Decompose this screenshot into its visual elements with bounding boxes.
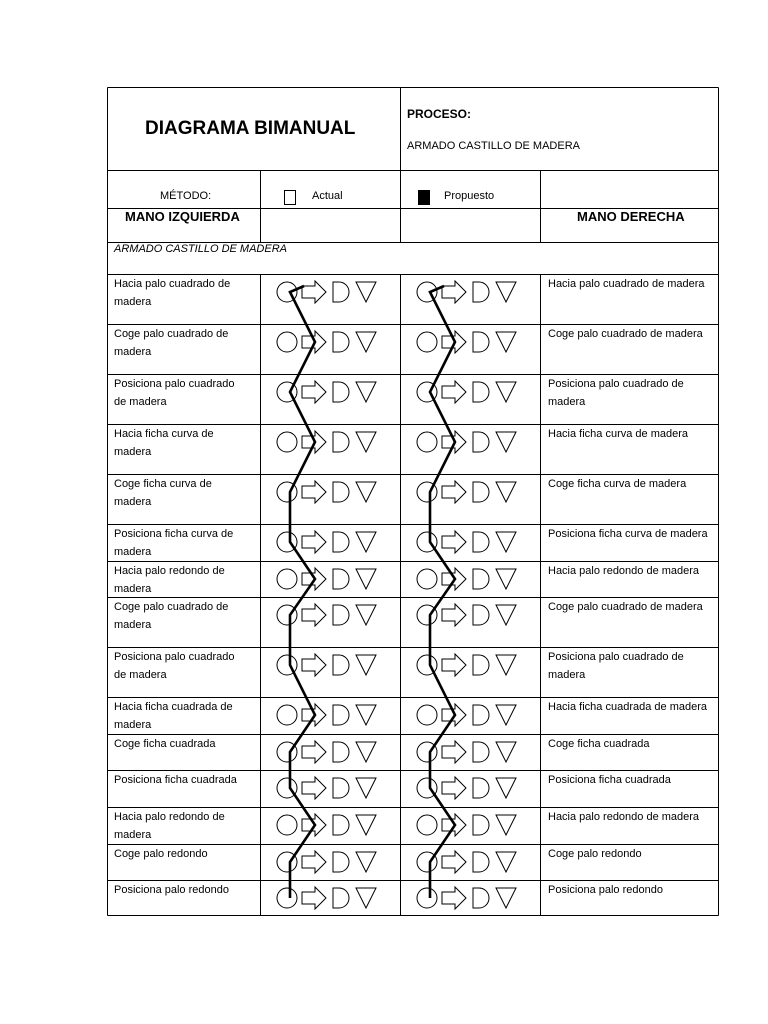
- storage-triangle-icon: [356, 382, 376, 402]
- left-hand-activity: Hacia palo cuadrado de madera: [114, 278, 231, 308]
- transport-arrow-icon: [442, 654, 466, 676]
- storage-triangle-icon: [356, 532, 376, 552]
- storage-triangle-icon: [356, 332, 376, 352]
- delay-d-icon: [333, 332, 349, 352]
- right-hand-activity: Posiciona ficha curva de madera: [548, 528, 708, 540]
- operation-circle-icon: [417, 705, 437, 725]
- left-hand-activity: Coge palo cuadrado de madera: [114, 601, 229, 631]
- right-hand-activity: Coge palo redondo: [548, 848, 642, 860]
- transport-arrow-icon: [442, 741, 466, 763]
- storage-triangle-icon: [356, 815, 376, 835]
- bimanual-chart-sheet: [107, 87, 719, 916]
- storage-triangle-icon: [496, 282, 516, 302]
- delay-d-icon: [333, 852, 349, 872]
- operation-circle-icon: [277, 432, 297, 452]
- transport-arrow-icon: [442, 887, 466, 909]
- left-hand-activity: Hacia palo redondo de madera: [114, 811, 225, 841]
- delay-d-icon: [333, 655, 349, 675]
- storage-triangle-icon: [356, 655, 376, 675]
- left-hand-activity: Coge palo cuadrado de madera: [114, 328, 229, 358]
- operation-circle-icon: [417, 569, 437, 589]
- right-hand-activity: Hacia ficha curva de madera: [548, 428, 689, 440]
- metodo-label: MÉTODO:: [160, 190, 212, 202]
- transport-arrow-icon: [302, 887, 326, 909]
- delay-d-icon: [333, 888, 349, 908]
- right-hand-activity: Coge palo cuadrado de madera: [548, 328, 703, 340]
- transport-arrow-icon: [442, 851, 466, 873]
- transport-arrow-icon: [302, 654, 326, 676]
- delay-d-icon: [333, 742, 349, 762]
- storage-triangle-icon: [356, 432, 376, 452]
- delay-d-icon: [333, 605, 349, 625]
- storage-triangle-icon: [496, 332, 516, 352]
- delay-d-icon: [473, 888, 489, 908]
- left-hand-activity: Hacia ficha cuadrada de madera: [114, 701, 233, 731]
- left-hand-activity: Coge palo redondo: [114, 848, 208, 860]
- transport-arrow-icon: [302, 741, 326, 763]
- storage-triangle-icon: [496, 742, 516, 762]
- storage-triangle-icon: [356, 888, 376, 908]
- operation-circle-icon: [277, 888, 297, 908]
- operation-circle-icon: [277, 569, 297, 589]
- transport-arrow-icon: [302, 381, 326, 403]
- operation-circle-icon: [417, 888, 437, 908]
- transport-arrow-icon: [302, 481, 326, 503]
- delay-d-icon: [333, 482, 349, 502]
- left-hand-activity: Coge ficha cuadrada: [114, 738, 216, 750]
- storage-triangle-icon: [496, 382, 516, 402]
- proceso-value: ARMADO CASTILLO DE MADERA: [407, 140, 580, 152]
- propuesto-label: Propuesto: [444, 190, 495, 202]
- delay-d-icon: [473, 382, 489, 402]
- storage-triangle-icon: [356, 778, 376, 798]
- delay-d-icon: [333, 569, 349, 589]
- storage-triangle-icon: [496, 815, 516, 835]
- transport-arrow-icon: [302, 851, 326, 873]
- left-hand-activity: Posiciona palo cuadrado de madera: [114, 651, 235, 681]
- section-title: ARMADO CASTILLO DE MADERA: [114, 243, 287, 255]
- storage-triangle-icon: [356, 705, 376, 725]
- left-hand-activity: Coge ficha curva de madera: [114, 478, 212, 508]
- left-hand-path-line: [290, 286, 315, 898]
- storage-triangle-icon: [356, 605, 376, 625]
- left-hand-activity: Posiciona ficha curva de madera: [114, 528, 234, 558]
- right-hand-activity: Coge palo cuadrado de madera: [548, 601, 703, 613]
- delay-d-icon: [473, 532, 489, 552]
- proceso-label: PROCESO:: [407, 107, 472, 121]
- delay-d-icon: [473, 332, 489, 352]
- delay-d-icon: [333, 705, 349, 725]
- delay-d-icon: [473, 778, 489, 798]
- storage-triangle-icon: [496, 432, 516, 452]
- delay-d-icon: [333, 815, 349, 835]
- transport-arrow-icon: [302, 531, 326, 553]
- storage-triangle-icon: [496, 705, 516, 725]
- left-hand-activity: Posiciona ficha cuadrada: [114, 774, 237, 786]
- right-hand-activity: Posiciona ficha cuadrada: [548, 774, 671, 786]
- right-hand-activity: Hacia ficha cuadrada de madera: [548, 701, 707, 713]
- delay-d-icon: [473, 569, 489, 589]
- actual-label: Actual: [312, 190, 343, 202]
- delay-d-icon: [333, 282, 349, 302]
- delay-d-icon: [473, 742, 489, 762]
- left-hand-activity: Hacia ficha curva de madera: [114, 428, 214, 458]
- operation-circle-icon: [277, 705, 297, 725]
- operation-circle-icon: [417, 815, 437, 835]
- delay-d-icon: [473, 432, 489, 452]
- actual-checkbox[interactable]: [284, 190, 296, 205]
- delay-d-icon: [473, 852, 489, 872]
- storage-triangle-icon: [496, 605, 516, 625]
- transport-arrow-icon: [302, 777, 326, 799]
- transport-arrow-icon: [442, 604, 466, 626]
- left-hand-header: MANO IZQUIERDA: [125, 209, 240, 224]
- delay-d-icon: [473, 282, 489, 302]
- right-hand-activity: Posiciona palo cuadrado de madera: [548, 378, 684, 408]
- transport-arrow-icon: [442, 381, 466, 403]
- delay-d-icon: [333, 778, 349, 798]
- transport-arrow-icon: [302, 281, 326, 303]
- right-hand-path-line: [430, 286, 455, 898]
- storage-triangle-icon: [496, 532, 516, 552]
- storage-triangle-icon: [496, 778, 516, 798]
- delay-d-icon: [333, 382, 349, 402]
- operation-circle-icon: [417, 332, 437, 352]
- right-hand-activity: Hacia palo cuadrado de madera: [548, 278, 705, 290]
- delay-d-icon: [473, 655, 489, 675]
- delay-d-icon: [473, 482, 489, 502]
- delay-d-icon: [473, 815, 489, 835]
- right-hand-activity: Coge ficha cuadrada: [548, 738, 650, 750]
- transport-arrow-icon: [442, 777, 466, 799]
- storage-triangle-icon: [496, 482, 516, 502]
- delay-d-icon: [333, 432, 349, 452]
- storage-triangle-icon: [356, 282, 376, 302]
- operation-circle-icon: [277, 815, 297, 835]
- operation-circle-icon: [417, 432, 437, 452]
- delay-d-icon: [473, 705, 489, 725]
- storage-triangle-icon: [356, 742, 376, 762]
- storage-triangle-icon: [356, 482, 376, 502]
- right-hand-activity: Hacia palo redondo de madera: [548, 565, 700, 577]
- left-hand-activity: Posiciona palo redondo: [114, 884, 229, 896]
- storage-triangle-icon: [496, 852, 516, 872]
- storage-triangle-icon: [496, 569, 516, 589]
- propuesto-checkbox[interactable]: [418, 190, 430, 205]
- right-hand-activity: Coge ficha curva de madera: [548, 478, 687, 490]
- transport-arrow-icon: [442, 481, 466, 503]
- delay-d-icon: [333, 532, 349, 552]
- operation-circle-icon: [277, 332, 297, 352]
- right-hand-activity: Posiciona palo cuadrado de madera: [548, 651, 684, 681]
- transport-arrow-icon: [302, 604, 326, 626]
- right-hand-header: MANO DERECHA: [577, 209, 685, 224]
- storage-triangle-icon: [496, 655, 516, 675]
- page-title: DIAGRAMA BIMANUAL: [145, 118, 356, 139]
- delay-d-icon: [473, 605, 489, 625]
- right-hand-activity: Hacia palo redondo de madera: [548, 811, 700, 823]
- storage-triangle-icon: [496, 888, 516, 908]
- left-hand-activity: Hacia palo redondo de madera: [114, 565, 225, 595]
- transport-arrow-icon: [442, 281, 466, 303]
- left-hand-activity: Posiciona palo cuadrado de madera: [114, 378, 235, 408]
- right-hand-activity: Posiciona palo redondo: [548, 884, 663, 896]
- transport-arrow-icon: [442, 531, 466, 553]
- storage-triangle-icon: [356, 569, 376, 589]
- storage-triangle-icon: [356, 852, 376, 872]
